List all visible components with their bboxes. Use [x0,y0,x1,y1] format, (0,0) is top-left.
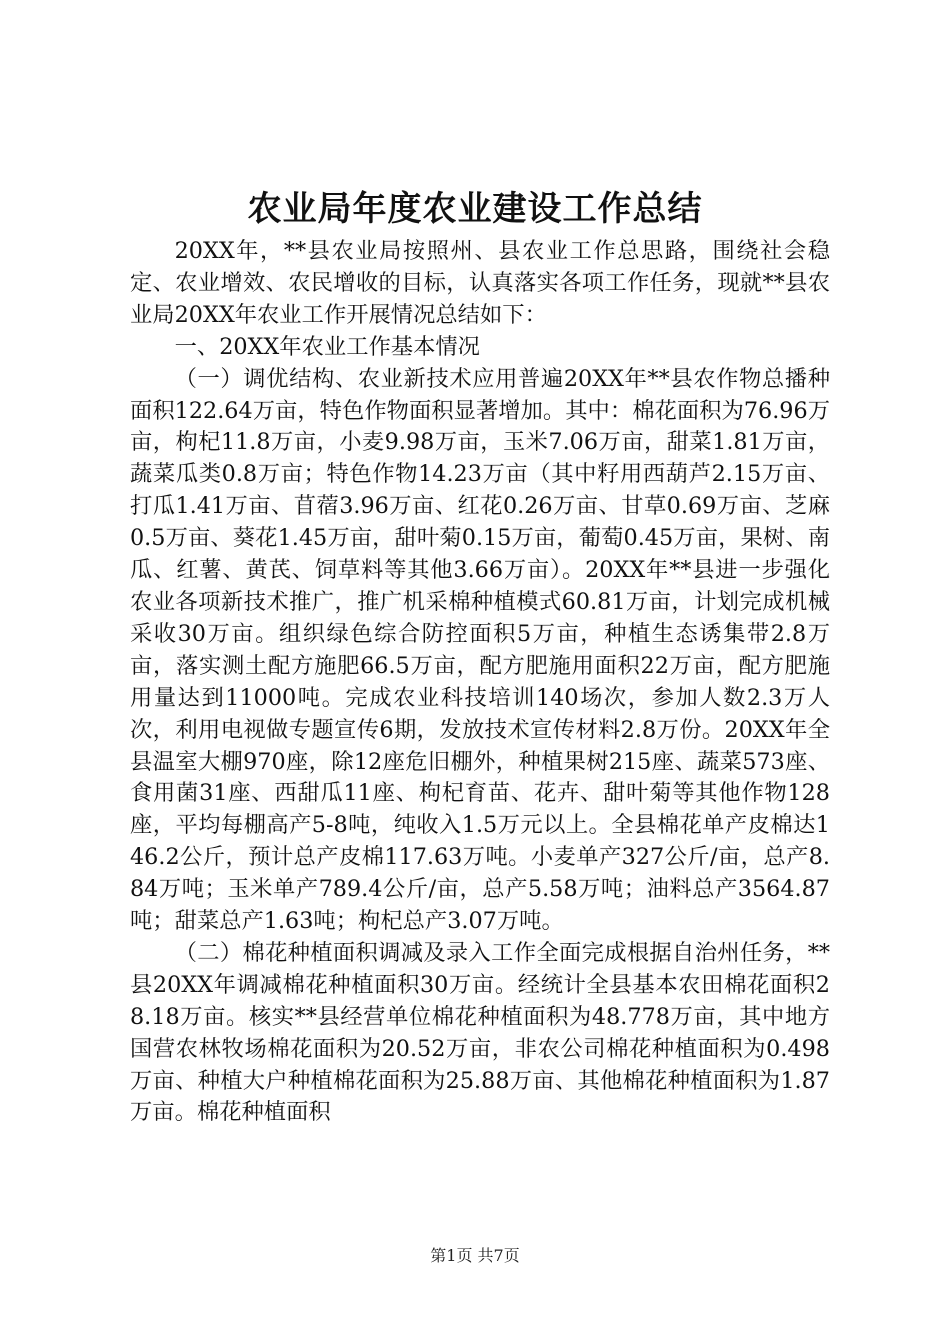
section-2-paragraph: （二）棉花种植面积调减及录入工作全面完成根据自治州任务，**县20XX年调减棉花种植面积30万亩。经统计全县基本农田棉花面积28.18万亩。核实**县经营单位棉花种植面积为48.778万亩，其中地方国营农林牧场棉花面积为20.52万亩，非农公司棉花种植面积为0.498万亩、种植大户种植棉花面积为25.88万亩、其他棉花种植面积为1.87万亩。棉花种植面积 [130,939,830,1126]
document-body [130,236,830,1129]
section-1-paragraph: （一）调优结构、农业新技术应用普遍20XX年**县农作物总播种面积122.64万亩，特色作物面积显著增加。其中：棉花面积为76.96万亩，枸杞11.8万亩，小麦9.98万亩，玉米7.06万亩，甜菜1.81万亩，蔬菜瓜类0.8万亩；特色作物14.23万亩（其中籽用西葫芦2.15万亩、打瓜1.41万亩、苜蓿3.96万亩、红花0.26万亩、甘草0.69万亩、芝麻0.5万亩、葵花1.45万亩，甜叶菊0.15万亩，葡萄0.45万亩，果树、南瓜、红薯、黄芪、饲草料等其他3.66万亩）。20XX年**县进一步强化农业各项新技术推广，推广机采棉种植模式60.81万亩，计划完成机械采收30万亩。组织绿色综合防控面积5万亩，种植生态诱集带2.8万亩，落实测土配方施肥66.5万亩，配方肥施用面积22万亩，配方肥施用量达到11000吨。完成农业科技培训140场次，参加人数2.3万人次，利用电视做专题宣传6期，发放技术宣传材料2.8万份。20XX年全县温室大棚970座，除12座危旧棚外，种植果树215座、蔬菜573座、食用菌31座、西甜瓜11座、枸杞育苗、花卉、甜叶菊等其他作物128座，平均每棚高产5-8吨，纯收入1.5万元以上。全县棉花单产皮棉达146.2公斤，预计总产皮棉117.63万吨。小麦单产327公斤/亩，总产8.84万吨；玉米单产789.4公斤/亩，总产5.58万吨；油料总产3564.87吨；甜菜总产1.63吨；枸杞总产3.07万吨。 [130,365,830,935]
section-heading: 一、20XX年农业工作基本情况 [174,333,480,360]
page-footer: 第1页 共7页 [430,1246,520,1265]
intro-paragraph: 20XX年，**县农业局按照州、县农业工作总思路，围绕社会稳定、农业增效、农民增收的目标，认真落实各项工作任务，现就**县农业局20XX年农业工作开展情况总结如下： [130,238,830,328]
document-title: 农业局年度农业建设工作总结 [247,189,703,229]
